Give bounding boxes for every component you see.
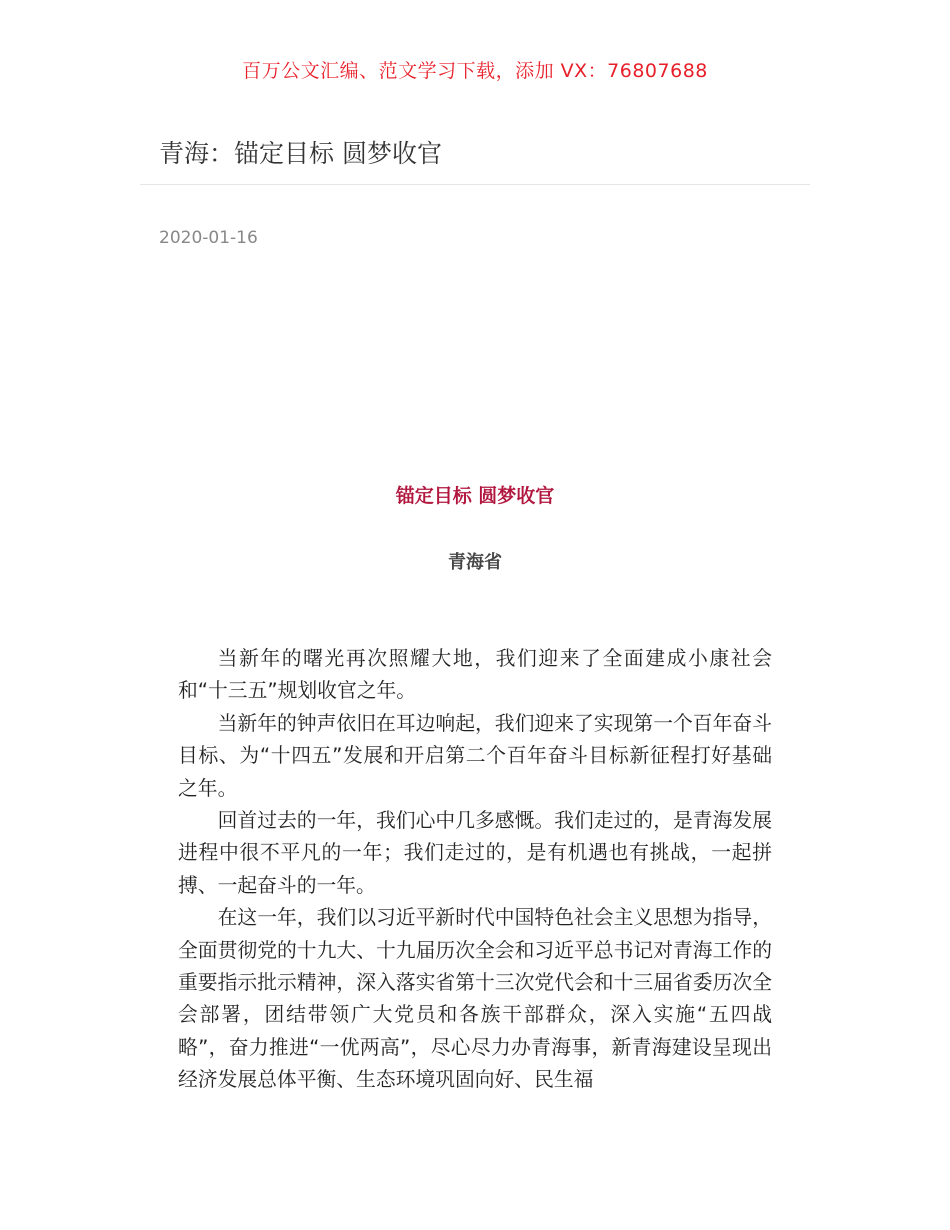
content-heading: 锚定目标 圆梦收官 <box>395 485 555 507</box>
body-paragraph: 在这一年，我们以习近平新时代中国特色社会主义思想为指导，全面贯彻党的十九大、十九届历次全会和习近平总书记对青海工作的重要指示批示精神，深入落实省第十三次党代会和十三届省委历次全会部署，团结带领广大党员和各族干部群众，深入实施“五四战略”，奋力推进“一优两高”，尽心尽力办青海事，新青海建设呈现出经济发展总体平衡、生态环境巩固向好、民生福 <box>178 906 772 1092</box>
article-title: 青海：锚定目标 圆梦收官 <box>159 139 442 168</box>
article-body <box>178 643 772 1097</box>
body-paragraph: 当新年的曙光再次照耀大地，我们迎来了全面建成小康社会和“十三五”规划收官之年。 <box>178 647 772 703</box>
article-date: 2020-01-16 <box>159 228 258 248</box>
author-label: 青海省 <box>448 552 502 573</box>
body-paragraph: 回首过去的一年，我们心中几多感慨。我们走过的，是青海发展进程中很不平凡的一年；我们走过的，是有机遇也有挑战，一起拼搏、一起奋斗的一年。 <box>178 809 772 897</box>
title-divider <box>140 184 810 185</box>
watermark-text: 百万公文汇编、范文学习下载，添加 VX：76807688 <box>242 60 708 82</box>
body-paragraph: 当新年的钟声依旧在耳边响起，我们迎来了实现第一个百年奋斗目标、为“十四五”发展和开启第二个百年奋斗目标新征程打好基础之年。 <box>178 711 772 800</box>
article-header <box>140 130 810 185</box>
